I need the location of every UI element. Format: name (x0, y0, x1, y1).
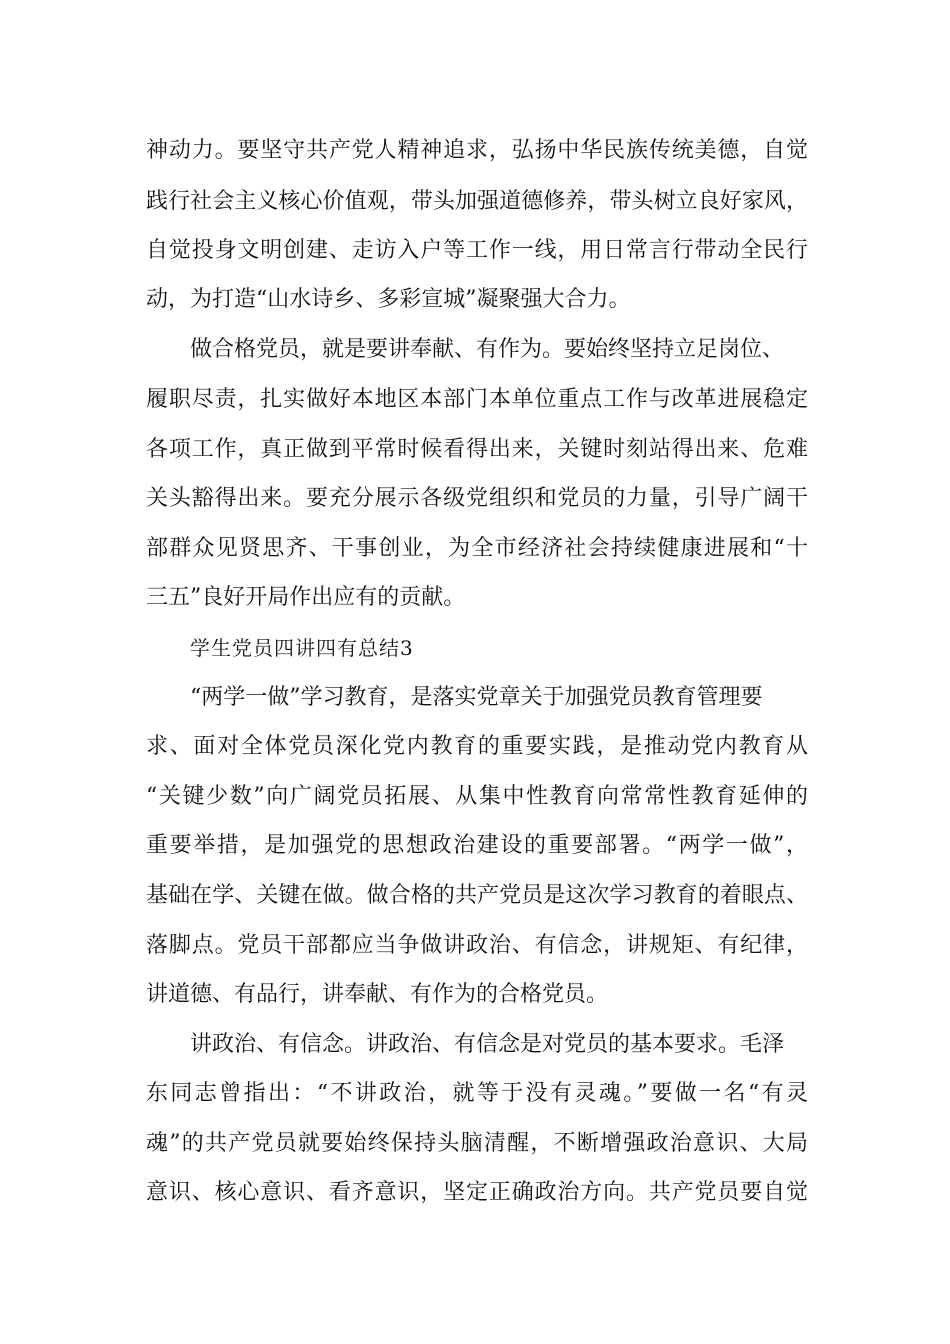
paragraph-2-line-2: 履职尽责，扎实做好本地区本部门本单位重点工作与改革进展稳定 (146, 387, 808, 412)
section-heading: 学生党员四讲四有总结3 (190, 636, 414, 660)
paragraph-2-line-5: 部群众见贤思齐、干事创业，为全市经济社会持续健康进展和“十 (146, 536, 808, 561)
paragraph-3-line-7: 讲道德、有品行，讲奉献、有作为的合格党员。 (146, 982, 609, 1007)
paragraph-1-line-1: 神动力。要坚守共产党人精神追求，弘扬中华民族传统美德，自觉 (146, 138, 808, 163)
paragraph-2-line-6: 三五”良好开局作出应有的贡献。 (146, 585, 466, 610)
paragraph-2-line-4: 关头豁得出来。要充分展示各级党组织和党员的力量，引导广阔干 (146, 486, 808, 511)
paragraph-3-line-2: 求、面对全体党员深化党内教育的重要实践，是推动党内教育从 (146, 734, 808, 759)
paragraph-4-line-1: 讲政治、有信念。讲政治、有信念是对党员的基本要求。毛泽 (190, 1032, 785, 1057)
paragraph-3-line-1: “两学一做”学习教育，是落实党章关于加强党员教育管理要 (190, 685, 763, 710)
paragraph-3-line-5: 基础在学、关键在做。做合格的共产党员是这次学习教育的着眼点、 (146, 883, 808, 908)
paragraph-4-line-2: 东同志曾指出：“不讲政治，就等于没有灵魂。”要做一名“有灵 (146, 1081, 808, 1106)
paragraph-4-line-4: 意识、核心意识、看齐意识，坚定正确政治方向。共产党员要自觉 (146, 1180, 808, 1205)
paragraph-1-line-3: 自觉投身文明创建、走访入户等工作一线，用日常言行带动全民行 (146, 238, 808, 263)
paragraph-2-line-3: 各项工作，真正做到平常时候看得出来，关键时刻站得出来、危难 (146, 437, 808, 462)
paragraph-3-line-3: “关键少数”向广阔党员拓展、从集中性教育向常常性教育延伸的 (146, 784, 808, 809)
paragraph-1-line-2: 践行社会主义核心价值观，带头加强道德修养，带头树立良好家风， (146, 189, 808, 214)
paragraph-2-line-1: 做合格党员，就是要讲奉献、有作为。要始终坚持立足岗位、 (190, 337, 785, 362)
paragraph-1-line-4: 动，为打造“山水诗乡、多彩宣城”凝聚强大合力。 (146, 287, 631, 312)
paragraph-3-line-4: 重要举措，是加强党的思想政治建设的重要部署。“两学一做”， (146, 833, 808, 858)
paragraph-3-line-6: 落脚点。党员干部都应当争做讲政治、有信念，讲规矩、有纪律， (146, 933, 808, 958)
paragraph-4-line-3: 魂”的共产党员就要始终保持头脑清醒，不断增强政治意识、大局 (146, 1131, 808, 1156)
